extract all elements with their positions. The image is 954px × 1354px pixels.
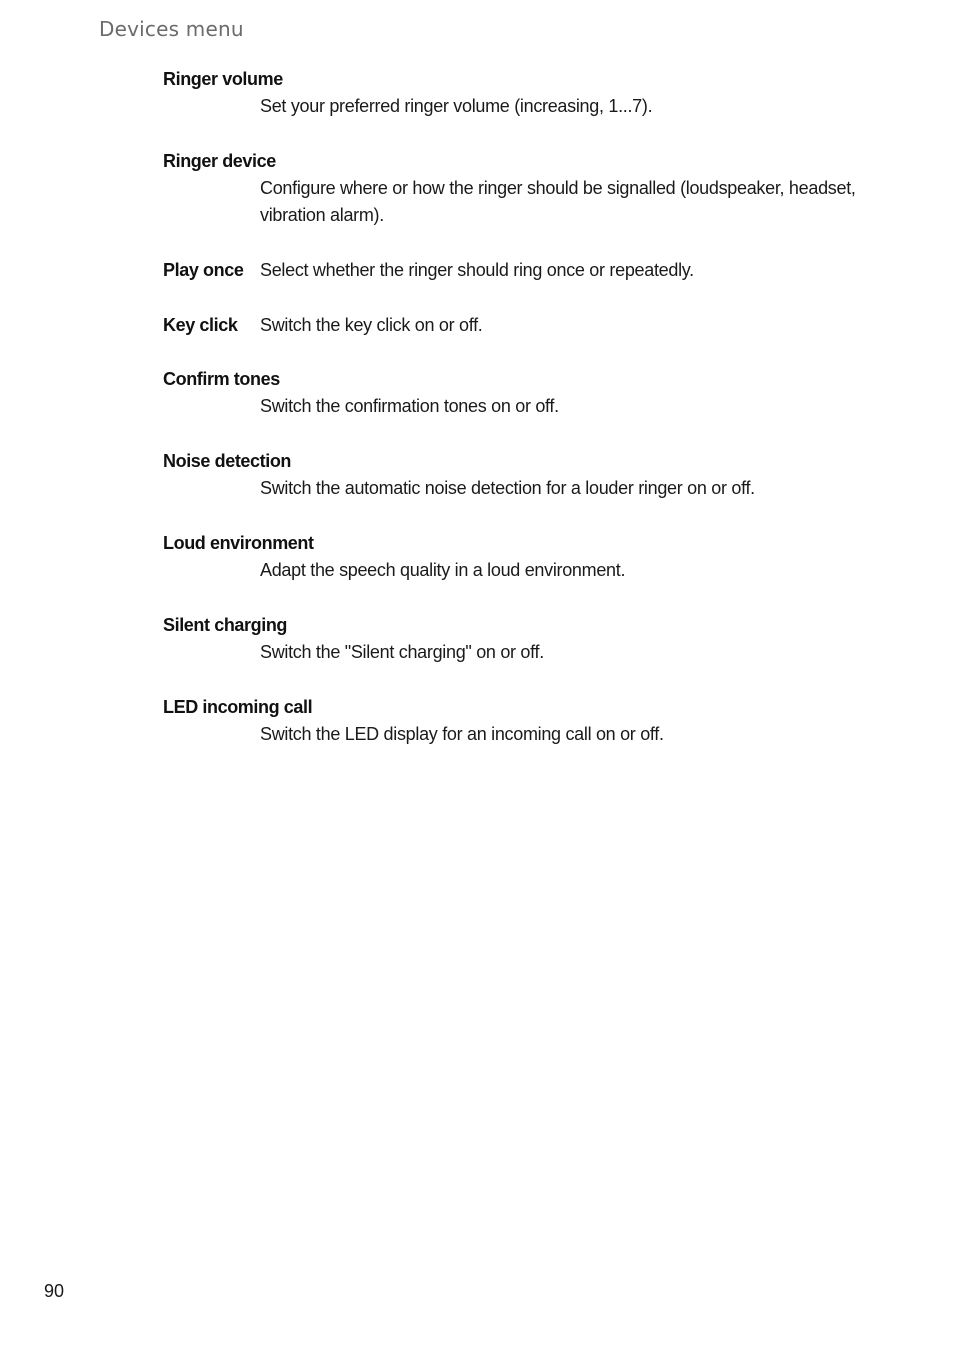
entry-term: Key click <box>163 315 238 335</box>
entry-led-incoming-call <box>163 694 883 748</box>
entry-description: Switch the automatic noise detection for a louder ringer on or off. <box>260 478 755 498</box>
page-number: 90 <box>44 1281 65 1301</box>
entry-noise-detection <box>163 448 883 502</box>
entry-description: Switch the key click on or off. <box>260 315 483 335</box>
entry-silent-charging <box>163 612 883 666</box>
entry-play-once <box>163 257 883 284</box>
entry-description: Switch the confirmation tones on or off. <box>260 396 559 416</box>
entry-ringer-device <box>163 148 883 229</box>
entry-description: Switch the "Silent charging" on or off. <box>260 642 544 662</box>
entry-ringer-volume <box>163 66 883 120</box>
entry-description: Adapt the speech quality in a loud environment. <box>260 560 626 580</box>
entry-term: Ringer device <box>163 151 276 171</box>
entry-term: Noise detection <box>163 451 292 471</box>
entry-term: Loud environment <box>163 533 314 553</box>
entry-description: Select whether the ringer should ring once or repeatedly. <box>260 260 694 280</box>
entry-term: Ringer volume <box>163 69 283 89</box>
entry-confirm-tones <box>163 366 883 420</box>
entry-description: Set your preferred ringer volume (increasing, 1...7). <box>260 96 653 116</box>
entry-description: Configure where or how the ringer should be signalled (loudspeaker, headset, vibration alarm). <box>260 178 856 225</box>
entry-term: Silent charging <box>163 615 288 635</box>
entry-description: Switch the LED display for an incoming call on or off. <box>260 724 664 744</box>
entry-term: Play once <box>163 260 244 280</box>
entry-term: LED incoming call <box>163 697 313 717</box>
entry-loud-environment <box>163 530 883 584</box>
entry-key-click <box>163 312 883 339</box>
section-header: Devices menu <box>99 17 244 41</box>
entry-term: Confirm tones <box>163 369 280 389</box>
